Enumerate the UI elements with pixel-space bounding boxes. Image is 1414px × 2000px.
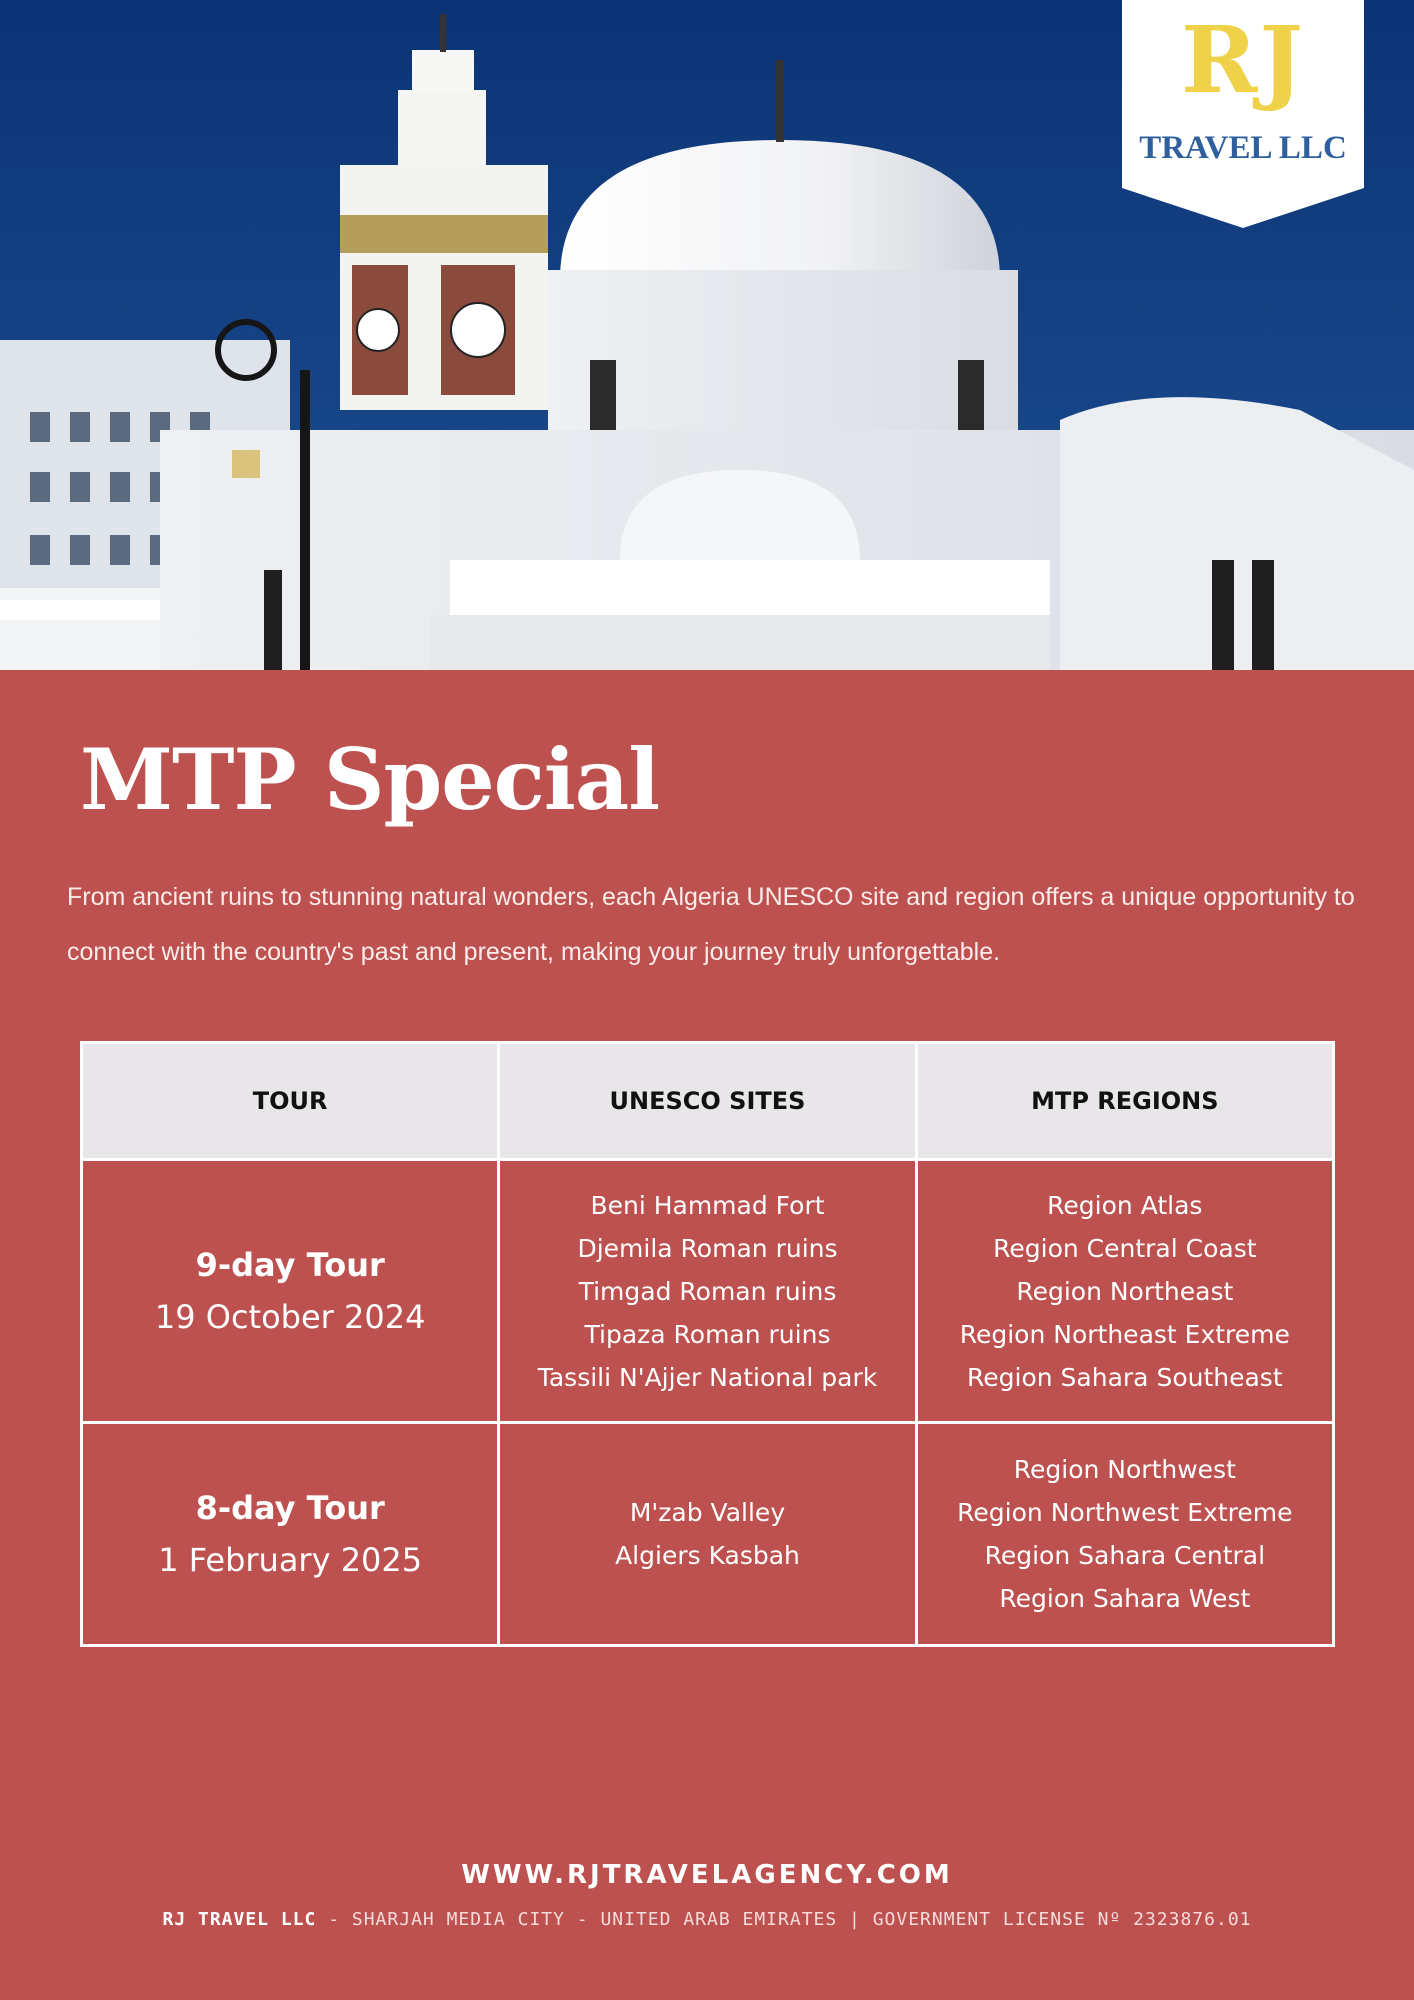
website-link[interactable]: WWW.RJTRAVELAGENCY.COM: [461, 1860, 953, 1890]
table-header-row: [82, 1043, 1334, 1160]
region-item: Region Northwest: [1013, 1455, 1236, 1484]
tour-date: 1 February 2025: [158, 1541, 423, 1579]
region-item: Region Northeast Extreme: [959, 1319, 1290, 1349]
column-header-unesco-sites: UNESCO SITES: [499, 1043, 916, 1160]
site-item: Djemila Roman ruins: [577, 1233, 838, 1263]
table-row: [82, 1160, 1334, 1423]
company-name: RJ TRAVEL LLC: [162, 1909, 317, 1930]
sites-cell: [499, 1160, 916, 1423]
region-item: Region Sahara Southeast: [967, 1362, 1283, 1392]
tour-cell: [82, 1160, 499, 1423]
region-item: Region Northwest Extreme: [957, 1498, 1293, 1527]
legal-line: [0, 1909, 1414, 1930]
site-item: Tassili N'Ajjer National park: [537, 1362, 878, 1392]
tour-name: 9-day Tour: [195, 1246, 385, 1284]
region-item: Region Northeast: [1016, 1276, 1234, 1306]
logo-mark: RJ: [1181, 6, 1305, 114]
logo-subtitle: TRAVEL LLC: [1139, 130, 1347, 166]
tour-table: [80, 1041, 1335, 1647]
column-header-mtp-regions: MTP REGIONS: [916, 1043, 1333, 1160]
site-item: Algiers Kasbah: [615, 1541, 800, 1570]
regions-cell: [916, 1423, 1333, 1646]
tour-date: 19 October 2024: [154, 1298, 426, 1336]
region-item: Region Sahara West: [999, 1584, 1251, 1613]
tour-name: 8-day Tour: [195, 1489, 385, 1527]
column-header-tour: TOUR: [82, 1043, 499, 1160]
page-title: MTP Special: [80, 730, 660, 829]
company-logo[interactable]: [1122, 0, 1364, 228]
region-item: Region Central Coast: [993, 1233, 1257, 1263]
regions-cell: [916, 1160, 1333, 1423]
tour-cell: [82, 1423, 499, 1646]
site-item: Tipaza Roman ruins: [584, 1319, 831, 1349]
site-item: Beni Hammad Fort: [590, 1190, 825, 1220]
region-item: Region Sahara Central: [984, 1541, 1266, 1570]
intro-paragraph: From ancient ruins to stunning natural wonders, each Algeria UNESCO site and region offers a unique opportunity to connect with the country's past and present, making your journey truly unforgettable.: [67, 883, 1355, 966]
site-item: Timgad Roman ruins: [578, 1276, 837, 1306]
site-item: M'zab Valley: [629, 1498, 786, 1527]
sites-cell: [499, 1423, 916, 1646]
region-item: Region Atlas: [1047, 1190, 1203, 1220]
table-row: [82, 1423, 1334, 1646]
company-details: - SHARJAH MEDIA CITY - UNITED ARAB EMIRATES | GOVERNMENT LICENSE Nº 2323876.01: [316, 1909, 1252, 1930]
